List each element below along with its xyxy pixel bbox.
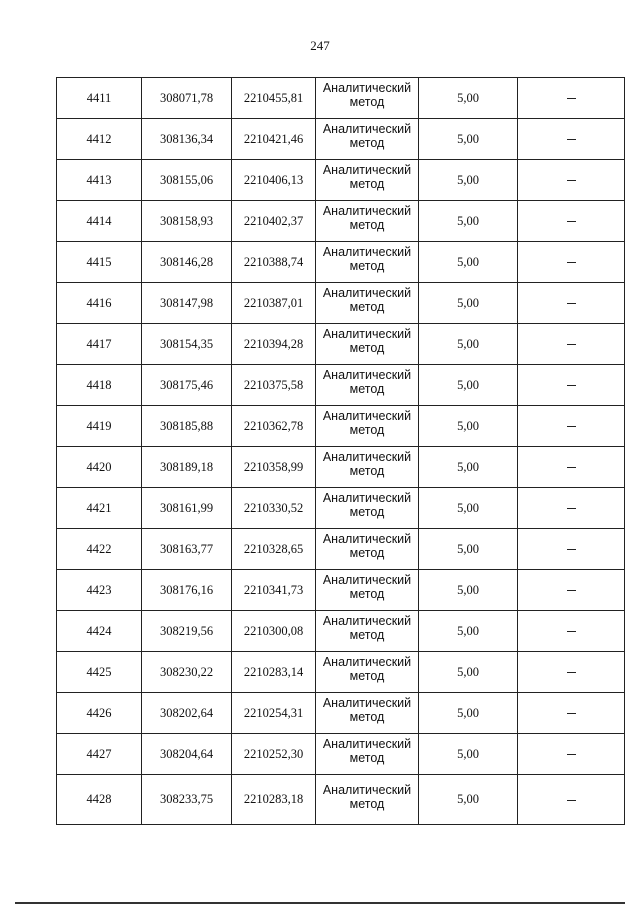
method-cell	[316, 775, 419, 825]
method-cell	[316, 406, 419, 447]
table-row	[57, 693, 625, 734]
table-row	[57, 611, 625, 652]
y-coordinate-cell: 2210388,74	[232, 242, 316, 283]
point-number-cell: 4411	[57, 78, 142, 119]
method-line-1: Аналитический	[322, 696, 412, 710]
method-cell	[316, 693, 419, 734]
method-cell	[316, 529, 419, 570]
page-number: 247	[310, 38, 330, 53]
x-coordinate-cell: 308230,22	[142, 652, 232, 693]
table-row	[57, 652, 625, 693]
y-coordinate-cell: 2210283,18	[232, 775, 316, 825]
note-cell	[518, 652, 625, 693]
method-cell	[316, 734, 419, 775]
method-cell	[316, 78, 419, 119]
table-row	[57, 201, 625, 242]
method-line-1: Аналитический	[322, 782, 412, 797]
method-cell	[316, 652, 419, 693]
method-line-1: Аналитический	[322, 204, 412, 218]
x-coordinate-cell: 308219,56	[142, 611, 232, 652]
table-row	[57, 365, 625, 406]
dash-mark	[567, 631, 576, 632]
method-cell	[316, 201, 419, 242]
dash-mark	[567, 713, 576, 714]
method-cell	[316, 570, 419, 611]
method-cell	[316, 488, 419, 529]
table-row	[57, 447, 625, 488]
dash-mark	[567, 754, 576, 755]
coordinates-table-body	[57, 78, 625, 825]
method-cell	[316, 119, 419, 160]
error-cell: 5,00	[419, 406, 518, 447]
table-row	[57, 283, 625, 324]
table-row	[57, 119, 625, 160]
error-cell: 5,00	[419, 611, 518, 652]
method-cell	[316, 447, 419, 488]
method-line-2: метод	[349, 505, 385, 519]
table-row	[57, 78, 625, 119]
method-line-1: Аналитический	[322, 614, 412, 628]
x-coordinate-cell: 308202,64	[142, 693, 232, 734]
x-coordinate-cell: 308185,88	[142, 406, 232, 447]
table-row	[57, 406, 625, 447]
y-coordinate-cell: 2210358,99	[232, 447, 316, 488]
error-cell: 5,00	[419, 447, 518, 488]
y-coordinate-cell: 2210252,30	[232, 734, 316, 775]
point-number-cell: 4417	[57, 324, 142, 365]
bottom-rule	[15, 902, 625, 904]
table-row	[57, 529, 625, 570]
note-cell	[518, 78, 625, 119]
x-coordinate-cell: 308136,34	[142, 119, 232, 160]
error-cell: 5,00	[419, 488, 518, 529]
method-line-2: метод	[349, 218, 385, 232]
table-row	[57, 570, 625, 611]
method-line-1: Аналитический	[322, 450, 412, 464]
dash-mark	[567, 262, 576, 263]
point-number-cell: 4420	[57, 447, 142, 488]
dash-mark	[567, 139, 576, 140]
dash-mark	[567, 672, 576, 673]
coordinates-table	[56, 77, 625, 825]
dash-mark	[567, 98, 576, 99]
error-cell: 5,00	[419, 693, 518, 734]
point-number-cell: 4413	[57, 160, 142, 201]
note-cell	[518, 488, 625, 529]
method-line-1: Аналитический	[322, 327, 412, 341]
note-cell	[518, 693, 625, 734]
y-coordinate-cell: 2210421,46	[232, 119, 316, 160]
method-line-2: метод	[349, 259, 385, 273]
method-line-1: Аналитический	[322, 81, 412, 95]
note-cell	[518, 242, 625, 283]
y-coordinate-cell: 2210341,73	[232, 570, 316, 611]
error-cell: 5,00	[419, 283, 518, 324]
error-cell: 5,00	[419, 734, 518, 775]
note-cell	[518, 119, 625, 160]
error-cell: 5,00	[419, 242, 518, 283]
y-coordinate-cell: 2210283,14	[232, 652, 316, 693]
x-coordinate-cell: 308158,93	[142, 201, 232, 242]
error-cell: 5,00	[419, 119, 518, 160]
method-line-1: Аналитический	[322, 368, 412, 382]
note-cell	[518, 324, 625, 365]
method-line-1: Аналитический	[322, 409, 412, 423]
method-line-2: метод	[349, 464, 385, 478]
x-coordinate-cell: 308155,06	[142, 160, 232, 201]
point-number-cell: 4418	[57, 365, 142, 406]
method-line-1: Аналитический	[322, 737, 412, 751]
method-line-2: метод	[349, 628, 385, 642]
method-line-2: метод	[349, 136, 385, 150]
y-coordinate-cell: 2210300,08	[232, 611, 316, 652]
y-coordinate-cell: 2210387,01	[232, 283, 316, 324]
table-row	[57, 775, 625, 825]
error-cell: 5,00	[419, 160, 518, 201]
point-number-cell: 4415	[57, 242, 142, 283]
note-cell	[518, 365, 625, 406]
y-coordinate-cell: 2210375,58	[232, 365, 316, 406]
x-coordinate-cell: 308146,28	[142, 242, 232, 283]
point-number-cell: 4427	[57, 734, 142, 775]
method-line-1: Аналитический	[322, 532, 412, 546]
x-coordinate-cell: 308233,75	[142, 775, 232, 825]
point-number-cell: 4421	[57, 488, 142, 529]
x-coordinate-cell: 308163,77	[142, 529, 232, 570]
method-line-1: Аналитический	[322, 573, 412, 587]
note-cell	[518, 447, 625, 488]
error-cell: 5,00	[419, 652, 518, 693]
x-coordinate-cell: 308189,18	[142, 447, 232, 488]
error-cell: 5,00	[419, 201, 518, 242]
method-line-2: метод	[349, 587, 385, 601]
method-line-2: метод	[349, 751, 385, 765]
point-number-cell: 4428	[57, 775, 142, 825]
method-line-1: Аналитический	[322, 245, 412, 259]
x-coordinate-cell: 308175,46	[142, 365, 232, 406]
x-coordinate-cell: 308147,98	[142, 283, 232, 324]
error-cell: 5,00	[419, 324, 518, 365]
table-row	[57, 242, 625, 283]
method-line-1: Аналитический	[322, 286, 412, 300]
note-cell	[518, 201, 625, 242]
y-coordinate-cell: 2210362,78	[232, 406, 316, 447]
method-line-1: Аналитический	[322, 491, 412, 505]
point-number-cell: 4414	[57, 201, 142, 242]
point-number-cell: 4424	[57, 611, 142, 652]
error-cell: 5,00	[419, 365, 518, 406]
method-cell	[316, 365, 419, 406]
y-coordinate-cell: 2210330,52	[232, 488, 316, 529]
method-cell	[316, 283, 419, 324]
point-number-cell: 4425	[57, 652, 142, 693]
dash-mark	[567, 180, 576, 181]
method-line-2: метод	[349, 382, 385, 396]
method-line-2: метод	[349, 710, 385, 724]
point-number-cell: 4423	[57, 570, 142, 611]
dash-mark	[567, 426, 576, 427]
point-number-cell: 4426	[57, 693, 142, 734]
method-cell	[316, 160, 419, 201]
method-line-2: метод	[349, 546, 385, 560]
method-line-1: Аналитический	[322, 122, 412, 136]
dash-mark	[567, 385, 576, 386]
method-line-2: метод	[349, 177, 385, 191]
point-number-cell: 4416	[57, 283, 142, 324]
note-cell	[518, 775, 625, 825]
error-cell: 5,00	[419, 570, 518, 611]
note-cell	[518, 406, 625, 447]
note-cell	[518, 160, 625, 201]
x-coordinate-cell: 308161,99	[142, 488, 232, 529]
y-coordinate-cell: 2210328,65	[232, 529, 316, 570]
note-cell	[518, 570, 625, 611]
x-coordinate-cell: 308071,78	[142, 78, 232, 119]
table-row	[57, 488, 625, 529]
dash-mark	[567, 508, 576, 509]
dash-mark	[567, 549, 576, 550]
method-line-2: метод	[349, 669, 385, 683]
method-line-2: метод	[349, 95, 385, 109]
dash-mark	[567, 344, 576, 345]
y-coordinate-cell: 2210406,13	[232, 160, 316, 201]
method-line-2: метод	[349, 796, 385, 811]
error-cell: 5,00	[419, 529, 518, 570]
method-line-1: Аналитический	[322, 163, 412, 177]
table-row	[57, 324, 625, 365]
method-line-2: метод	[349, 300, 385, 314]
dash-mark	[567, 467, 576, 468]
note-cell	[518, 529, 625, 570]
y-coordinate-cell: 2210254,31	[232, 693, 316, 734]
note-cell	[518, 734, 625, 775]
table-row	[57, 160, 625, 201]
method-line-2: метод	[349, 423, 385, 437]
y-coordinate-cell: 2210455,81	[232, 78, 316, 119]
dash-mark	[567, 590, 576, 591]
error-cell: 5,00	[419, 775, 518, 825]
point-number-cell: 4422	[57, 529, 142, 570]
dash-mark	[567, 303, 576, 304]
y-coordinate-cell: 2210394,28	[232, 324, 316, 365]
note-cell	[518, 283, 625, 324]
dash-mark	[567, 221, 576, 222]
x-coordinate-cell: 308154,35	[142, 324, 232, 365]
method-cell	[316, 324, 419, 365]
point-number-cell: 4419	[57, 406, 142, 447]
method-cell	[316, 611, 419, 652]
x-coordinate-cell: 308204,64	[142, 734, 232, 775]
point-number-cell: 4412	[57, 119, 142, 160]
method-line-1: Аналитический	[322, 655, 412, 669]
method-line-2: метод	[349, 341, 385, 355]
table-row	[57, 734, 625, 775]
dash-mark	[567, 800, 576, 801]
x-coordinate-cell: 308176,16	[142, 570, 232, 611]
method-cell	[316, 242, 419, 283]
y-coordinate-cell: 2210402,37	[232, 201, 316, 242]
note-cell	[518, 611, 625, 652]
error-cell: 5,00	[419, 78, 518, 119]
